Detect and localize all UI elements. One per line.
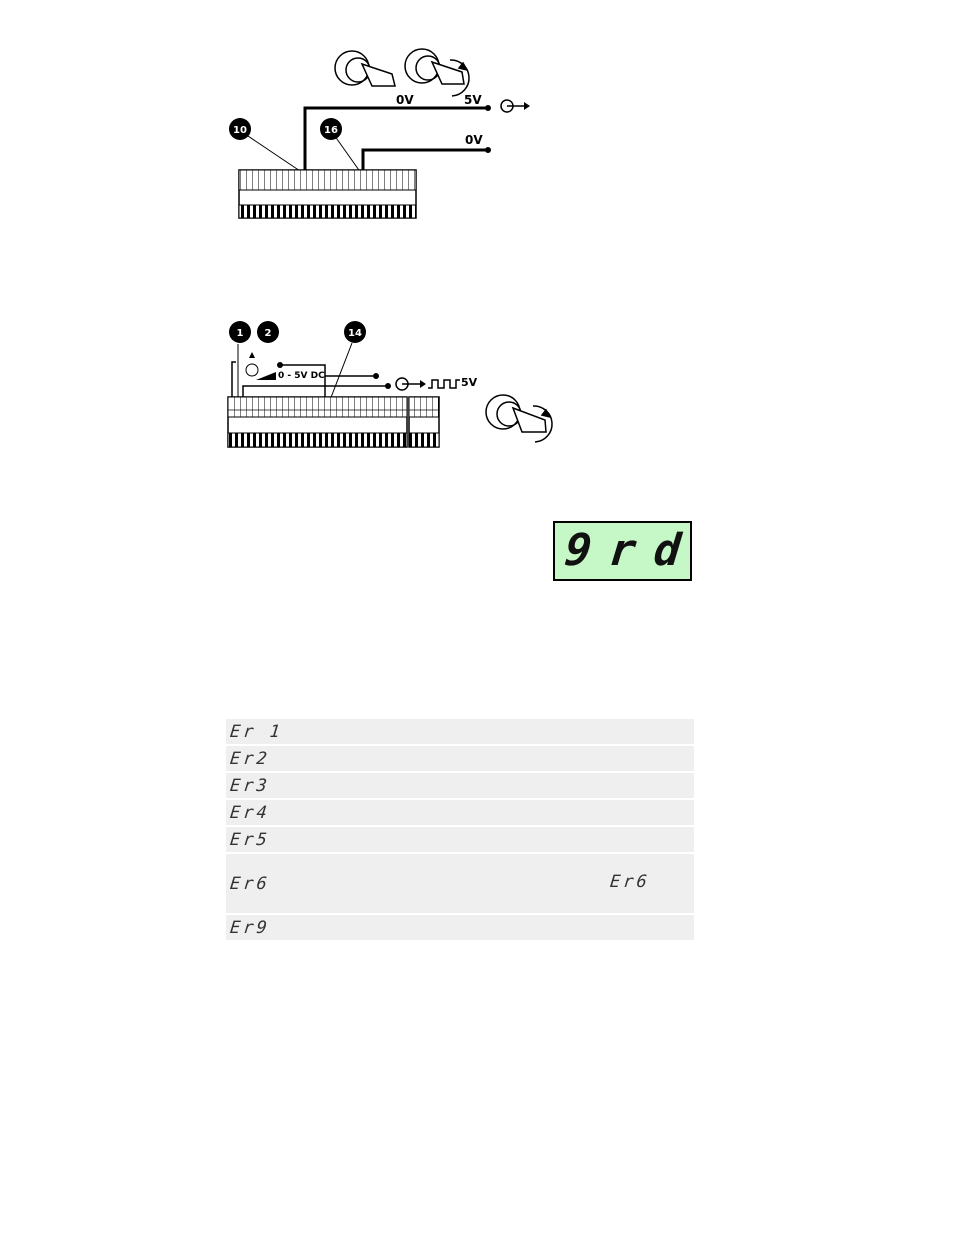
table-row: [226, 915, 694, 942]
label-0v-top: 0V: [396, 93, 414, 107]
error-code-table: [226, 719, 694, 942]
wiring-diagram-middle: [0, 300, 954, 460]
callout-14: [344, 321, 366, 343]
table-row: [226, 827, 694, 854]
up-arrow-icon: [249, 352, 255, 358]
label-0v-bottom: 0V: [465, 133, 483, 147]
callout-1: [229, 321, 251, 343]
error-code: Er9: [228, 918, 271, 938]
ramp-icon: [256, 372, 276, 380]
table-row: [226, 773, 694, 800]
error-code: Er3: [228, 776, 271, 796]
terminal-block-small: [409, 397, 439, 447]
pulse-waveform-icon: [428, 380, 460, 388]
wiring-diagram-top: [0, 0, 954, 240]
table-row: [226, 800, 694, 827]
error-code: Er4: [228, 803, 271, 823]
svg-text:16: 16: [324, 125, 338, 136]
callout-2: [257, 321, 279, 343]
terminal-block: [239, 170, 416, 218]
lcd-display: [553, 521, 702, 581]
error-code: Er 1: [228, 722, 285, 742]
error-code: Er5: [228, 830, 271, 850]
svg-text:1: 1: [236, 328, 244, 339]
knob-icon: [335, 51, 395, 86]
svg-text:2: 2: [264, 328, 272, 339]
label-5v-pulse: 5V: [461, 376, 478, 389]
output-arrow-icon: [396, 378, 426, 390]
error-code-inline: Er6: [608, 872, 651, 892]
label-dc: 0 - 5V DC: [278, 371, 325, 381]
svg-text:14: 14: [348, 328, 362, 339]
lcd-display-text: 9rd: [562, 525, 702, 576]
table-row: [226, 719, 694, 746]
svg-text:10: 10: [233, 125, 247, 136]
terminal-block: [228, 397, 407, 447]
knob-rotate-icon: [405, 49, 469, 96]
callout-16: [320, 118, 342, 140]
table-row: [226, 854, 694, 915]
table-row: [226, 746, 694, 773]
error-code: Er2: [228, 749, 271, 769]
knob-rotate-icon: [486, 395, 552, 442]
callout-10: [229, 118, 251, 140]
error-code: Er6: [228, 874, 271, 894]
output-arrow-icon: [501, 100, 530, 112]
label-5v: 5V: [464, 93, 482, 107]
